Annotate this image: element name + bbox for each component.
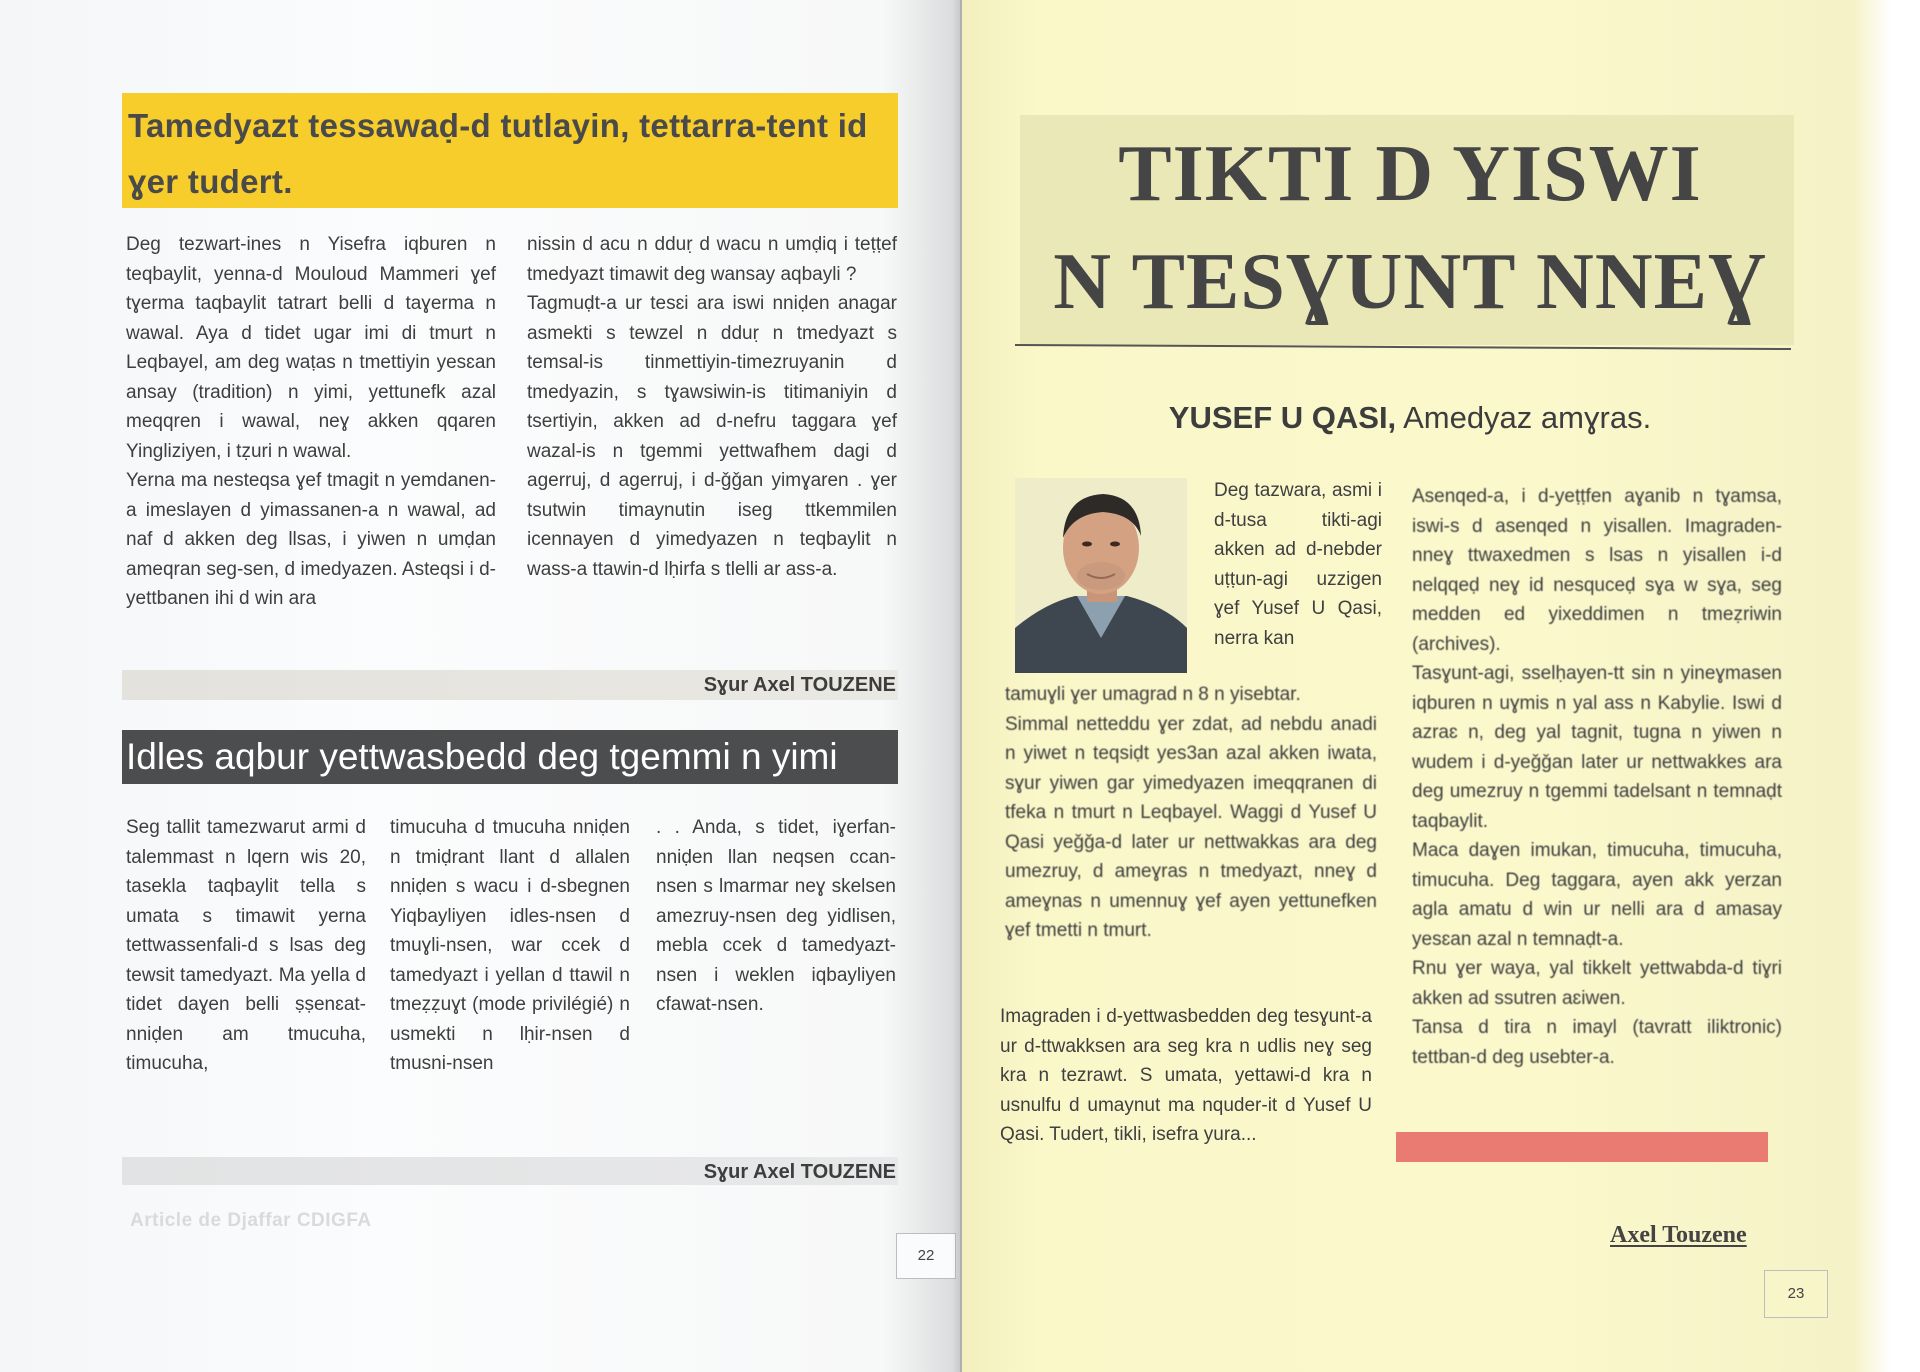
article2-title: Idles aqbur yettwasbedd deg tgemmi n yimi	[126, 736, 838, 777]
article1-column-1	[126, 230, 496, 614]
right-column-2	[1412, 482, 1782, 1072]
faded-show-through-text: Article de Djaffar CDIGFA	[130, 1210, 372, 1231]
right-paragraph: Simmal netteddu ɣer zdat, ad nebdu anadi n yiwet n teqsiḍt yes3an azal akken iwata, sɣur yiwen gar yimedyazen imeqqranen di tfeka n tmurt n Leqbayel. Waggi d Yusef U Qasi yeǧǧa-d later ur nettwakkas ara deg umezruy, d ameɣras n tmedyazt, nneɣ d ameɣnas n umennuɣ ɣef ayen yettunefken ɣef tmetti n tmurt.	[1005, 713, 1377, 941]
article1-paragraph: nissin d acu n dduṛ d wacu n umḍiq i teṭṭef tmedyazt timawit deg wansay aqbayli ?	[527, 234, 897, 285]
article1-title: Tamedyazt tessawaḍ-d tutlayin, tettarra-tent id ɣer tudert.	[128, 107, 868, 200]
right-paragraph: Tasɣunt-agi, sselḥayen-tt sin n yineɣmasen iqburen n uɣmis n yal ass n Kabylie. Iswi d azraɛ n, deg yal tagnit, tugna n yiwen n wudem i d-yeǧǧan later ur nettwakkes ara deg umezruy n tgemmi tadelsant n temnaḍt taqbaylit.	[1412, 663, 1782, 832]
article2-byline: Sɣur Axel TOUZENE	[703, 1161, 896, 1183]
article2-column-3: . . Anda, s tidet, iɣerfan-nniḍen llan neqsen ccan-nsen s lmarmar neɣ skelsen amezruy-nsen deg yidlisen, mebla ccek d tamedyazt-nsen i weklen iqbayliyen cfawat-nsen.	[656, 817, 896, 1015]
author-signature: Axel Touzene	[1610, 1222, 1747, 1248]
right-paragraph: Tansa d tira n imayl (tavratt iliktronic) tettban-d deg usebter-a.	[1412, 1017, 1782, 1068]
portrait-image-icon	[1015, 478, 1187, 673]
right-column-1	[1005, 680, 1377, 946]
article1-byline-band	[122, 670, 898, 700]
right-paragraph: tamuɣli ɣer umagrad n 8 n yisebtar.	[1005, 684, 1301, 705]
portrait-photo	[1015, 478, 1187, 673]
subtitle-name: YUSEF U QASI,	[1168, 400, 1397, 435]
right-paragraph: Maca daɣen imukan, timucuha, timucuha, timucuha. Deg taggara, ayen akk yerzan agla amatu d win ur nelli ara d amasay yesɛan azal n temnaḍt-a.	[1412, 840, 1782, 950]
article2-title-band	[122, 730, 898, 784]
article1-paragraph: Deg tezwart-ines n Yisefra iqburen n teqbaylit, yenna-d Mouloud Mammeri ɣef tɣerma taqbaylit tatrart belli d taɣerma n wawal. Aya d tidet ugar imi di tmurt n Leqbayel, am deg waṭas n tmettiyin yesɛan ansay (tradition) n yimi, yettunefk azal meqqren i wawal, neɣ akken qqaren Yingliziyen, i tẓuri n wawal.	[126, 234, 496, 462]
subtitle	[1020, 398, 1800, 438]
right-column-1-lower: Imagraden i d-yettwasbedden deg tesɣunt-a ur d-ttwakksen ara seg kra n udlis neɣ seg kra n tezrawt. S umata, yettawi-d kra n usnulfu d umaynut ma nquder-it d Yusef U Qasi. Tudert, tikli, isefra yura...	[1000, 1006, 1372, 1145]
article2-column-2: timucuha d tmucuha nniḍen n tmiḍrant llant d allalen nniḍen s wacu i d-sbegnen Yiqbayliyen idles-nsen d tmuɣli-nsen, war ccek d tamedyazt i yellan d ttawil n tmeẓẓuɣt (mode privilégié) n usmekti n lḥir-nsen d tmusni-nsen	[390, 817, 630, 1074]
right-paragraph: Rnu ɣer waya, yal tikkelt yettwabda-d tiɣri akken ad ssutren aɛiwen.	[1412, 958, 1782, 1009]
article1-paragraph: Tagmuḍt-a ur tesɛi ara iswi nniḍen anagar asmekti s tewzel n dduṛ n tmedyazt s temsal-is tinmettiyin-timezruyanin d tmedyazin, s tɣawsiwin-is titimaniyin d tsertiyin, akken ad d-nefru taggara ɣef wazal-is n tgemmi yettwafhem dagi d agerruj, d agerruj, i d-ǧǧan yimɣaren . ɣer tsutwin timaynutin iseg ttkemmilen icennayen d yimedyazen n teqbaylit n wass-a ttawin-d lḥirfa s tlelli ar ass-a.	[527, 293, 897, 580]
page-number-right: 23	[1764, 1270, 1828, 1318]
intro-wrap-text: Deg tazwara, asmi i d-tusa tikti-agi akken ad d-nebder uṭṭun-agi uzzigen ɣef Yusef U Qasi, nerra kan	[1214, 480, 1382, 649]
article1-byline: Sɣur Axel TOUZENE	[703, 674, 896, 696]
article1-paragraph: Yerna ma nesteqsa ɣef tmagit n yemdanen-a imeslayen d yimassanen-a n wawal, ad naf d akken deg llsas, i yiwen n umḍan ameqran seg-sen, d imedyazen. Asteqsi i d-yettbanen ihi d win ara	[126, 470, 496, 609]
headline-line-1: TIKTI D YISWI	[1118, 130, 1702, 218]
subtitle-role: Amedyaz amɣras.	[1396, 400, 1652, 435]
article1-column-2	[527, 230, 897, 584]
article2-column-1: Seg tallit tamezwarut armi d talemmast n lqern wis 20, tasekla taqbaylit tella s umata s timawit yerna tettwassenfali-d s lsas deg tewsit tamedyazt. Ma yella d tidet daɣen belli ṣṣenɛat-nniḍen am tmucuha, timucuha,	[126, 817, 366, 1074]
headline-line-2: N TESƔUNT NNEƔ	[1053, 238, 1767, 326]
page-number-left: 22	[896, 1233, 956, 1279]
red-decorative-bar	[1396, 1132, 1768, 1162]
article2-byline-band	[122, 1157, 898, 1185]
right-paragraph: Asenqed-a, i d-yeṭṭfen aɣanib n tɣamsa, iswi-s d asenqed n yisallen. Imagraden-nneɣ ttwaxedmen s lsas n yisallen i-d nelqqeḍ neɣ id nesquceḍ sɣa w sɣa, seg medden ed yixeddimen n tmeẓriwin (archives).	[1412, 486, 1782, 655]
headline	[1030, 120, 1790, 336]
